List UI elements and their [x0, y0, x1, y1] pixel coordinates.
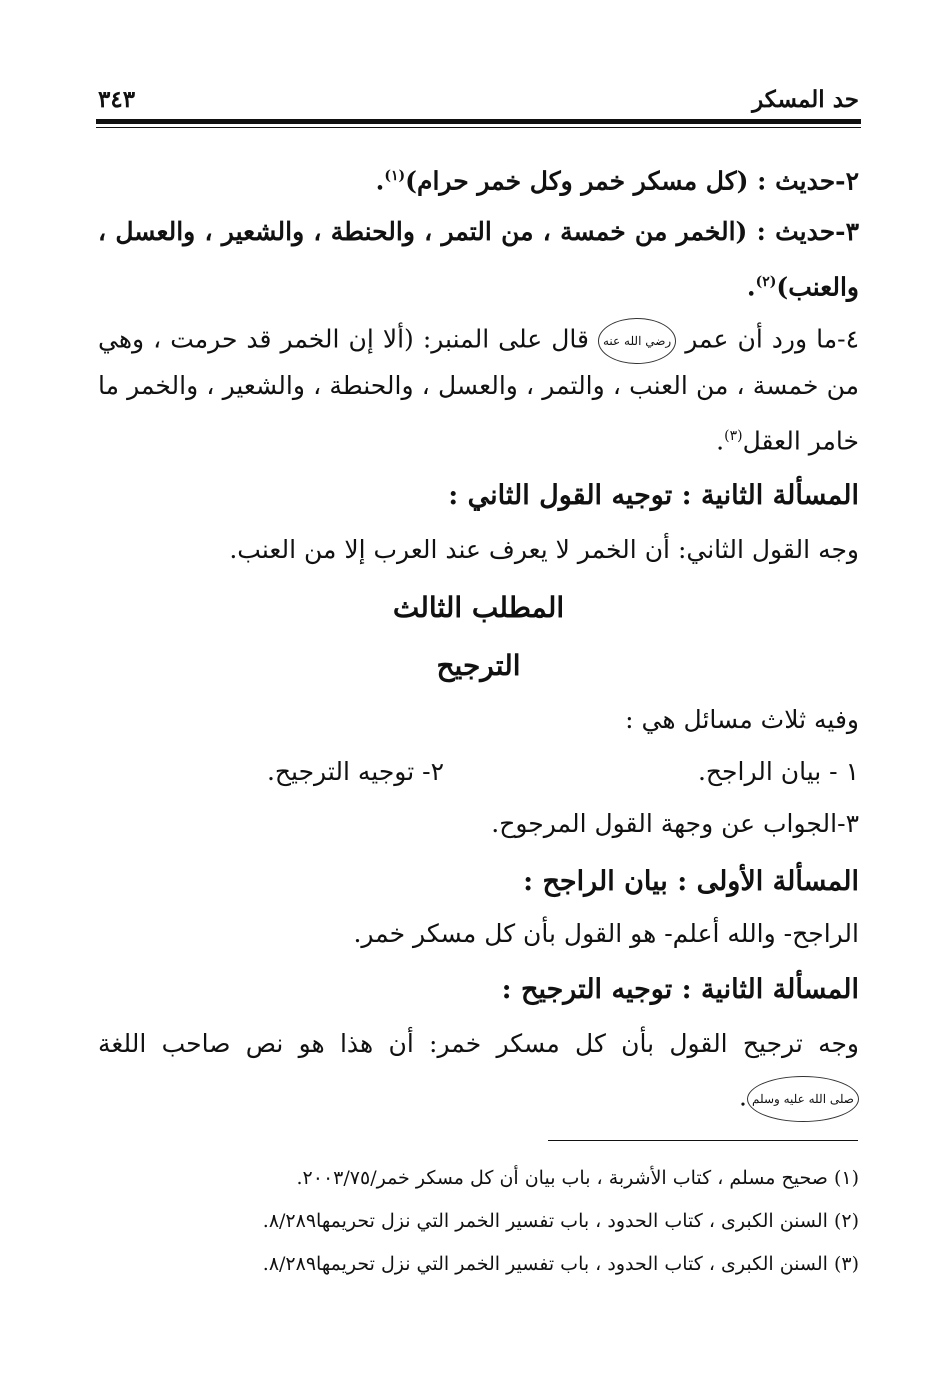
issue-3: ٣-الجواب عن وجهة القول المرجوح. — [491, 809, 859, 838]
header-rule-thin — [96, 127, 861, 128]
paragraph-second-view: وجه القول الثاني: أن الخمر لا يعرف عند العرب إلا من العنب. — [229, 535, 859, 564]
footnote-2: (٢) السنن الكبرى ، كتاب الحدود ، باب تفسير الخمر التي نزل تحريمها٨/٢٨٩. — [262, 1210, 859, 1232]
footnote-3: (٣) السنن الكبرى ، كتاب الحدود ، باب تفسير الخمر التي نزل تحريمها٨/٢٨٩. — [262, 1253, 859, 1275]
section-heading-justification: المسألة الثانية : توجيه الترجيح : — [501, 974, 859, 1005]
paragraph-preferred: الراجح- والله أعلم- هو القول بأن كل مسكر خمر. — [353, 919, 859, 948]
narration-line-4: ٤-ما ورد أن عمر رضي الله عنه قال على المنبر: (ألا إن الخمر قد حرمت ، وهي — [98, 318, 859, 364]
issue-1: ١ - بيان الراجح. — [697, 757, 859, 786]
footnote-1: (١) صحيح مسلم ، كتاب الأشربة ، باب بيان أن كل مسكر خمر/٢٠٠٣/٧٥. — [296, 1167, 859, 1189]
running-header — [98, 84, 859, 118]
chapter-title: حد المسكر — [752, 86, 859, 113]
honorific-seal: رضي الله عنه — [598, 318, 676, 364]
intro-line: وفيه ثلاث مسائل هي : — [625, 705, 859, 734]
paragraph-justification: وجه ترجيح القول بأن كل مسكر خمر: أن هذا هو نص صاحب اللغة — [98, 1029, 859, 1058]
issue-2: ٢- توجيه الترجيح. — [266, 757, 444, 786]
footnote-ref-3[interactable]: (٣) — [724, 428, 743, 444]
narration-line-4-end: خامر العقل$^{(٣)}$. — [716, 426, 859, 456]
page-number: ٣٤٣ — [98, 86, 136, 113]
prophet-honorific-seal: صلى الله عليه وسلم — [747, 1076, 859, 1122]
subsection-subtitle: الترجيح — [436, 649, 521, 682]
subsection-title: المطلب الثالث — [392, 591, 565, 624]
hadith-line-3-cont: والعنب)$^{(٢)}$. — [746, 272, 859, 302]
paragraph-justification-end: صلى الله عليه وسلم. — [98, 1076, 859, 1122]
hadith-line-2: ٢-حديث : (كل مسكر خمر وكل خمر حرام)$^{(١)}$. — [375, 166, 859, 196]
hadith-line-3: ٣-حديث : (الخمر من خمسة ، من التمر ، والحنطة ، والشعير ، والعسل ، — [98, 217, 859, 246]
section-heading-second-view: المسألة الثانية : توجيه القول الثاني : — [448, 480, 859, 511]
footnote-ref-2[interactable]: (٢) — [755, 274, 777, 290]
narration-line-4-cont: من خمسة ، من العنب ، والتمر ، والعسل ، والحنطة ، والشعير ، والخمر ما — [98, 371, 859, 400]
section-heading-preferred: المسألة الأولى : بيان الراجح : — [523, 866, 859, 897]
header-rule-thick — [96, 119, 861, 124]
footnote-ref-1[interactable]: (١) — [384, 168, 406, 184]
footnote-separator — [548, 1140, 858, 1141]
